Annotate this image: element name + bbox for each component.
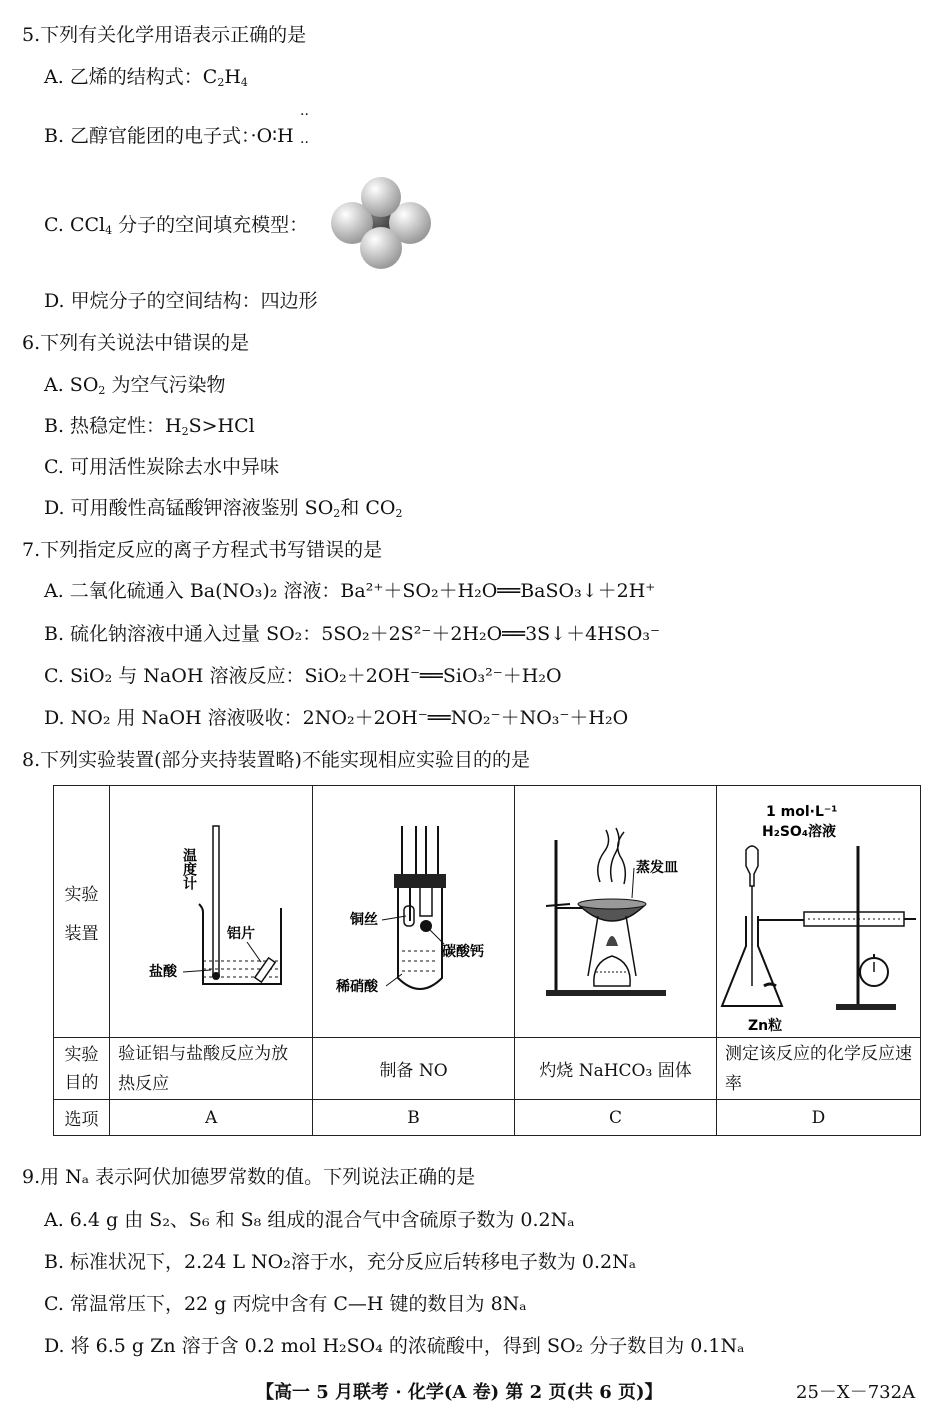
row-label-purpose: 实验 目的 [54,1038,110,1100]
q5-option-a: A. 乙烯的结构式：$C_2H_4$ [44,66,248,89]
label-concentration: 1 mol·L⁻¹ [765,804,837,820]
q7-option-d: D. NO₂ 用 NaOH 溶液吸收：2NO₂＋2OH⁻══NO₂⁻＋NO₃⁻＋H₂O [44,707,629,729]
q9-option-a: A. 6.4 g 由 S₂、S₆ 和 S₈ 组成的混合气中含硫原子数为 0.2Nₐ [44,1209,575,1231]
q7-option-b: B. 硫化钠溶液中通入过量 SO₂：5SO₂＋2S²⁻＋2H₂O══3S↓＋4HSO₃⁻ [44,623,660,645]
label-thermometer: 温度计 [181,848,198,890]
purpose-c: 灼烧 NaHCO₃ 固体 [515,1038,717,1100]
q5-stem: 5.下列有关化学用语表示正确的是 [22,24,307,46]
q8-stem: 8.下列实验装置(部分夹持装置略)不能实现相应实验目的的是 [22,749,530,771]
label-evaporating-dish: 蒸发皿 [635,860,678,876]
option-a: A [110,1100,313,1136]
purpose-a: 验证铝与盐酸反应为放热反应 [110,1038,313,1100]
apparatus-a [110,786,313,1038]
apparatus-b [313,786,515,1038]
q7-stem: 7.下列指定反应的离子方程式书写错误的是 [22,539,383,561]
q5-option-c: C. CCl$_4$ 分子的空间填充模型： [44,214,309,237]
q6-option-c: C. 可用活性炭除去水中异味 [44,456,279,478]
label-caco3: 碳酸钙 [441,944,484,960]
q9-option-c: C. 常温常压下，22 g 丙烷中含有 C—H 键的数目为 8Nₐ [44,1293,527,1315]
q6-option-b: B. 热稳定性：$H_2S>HCl$ [44,415,255,438]
q7-option-c: C. SiO₂ 与 NaOH 溶液反应：SiO₂＋2OH⁻══SiO₃²⁻＋H₂O [44,665,562,687]
label-aluminum: 铝片 [227,926,256,942]
q6-stem: 6.下列有关说法中错误的是 [22,332,250,354]
page-footer: 【高一 5 月联考 · 化学(A 卷) 第 2 页(共 6 页)】 [256,1382,663,1403]
purpose-d: 测定该反应的化学反应速率 [717,1038,921,1100]
row-label-option: 选项 [54,1100,110,1136]
q7-option-a: A. 二氧化硫通入 Ba(NO₃)₂ 溶液：Ba²⁺＋SO₂＋H₂O══BaSO₃↓＋2H⁺ [44,580,656,602]
exam-code: 25－X－732A [796,1382,916,1403]
q5-option-d: D. 甲烷分子的空间结构：四边形 [44,290,318,312]
apparatus-c [515,786,717,1038]
q6-option-d: D. 可用酸性高锰酸钾溶液鉴别 $SO_2$和 $CO_2$ [44,497,403,520]
q9-stem: 9.用 Nₐ 表示阿伏加德罗常数的值。下列说法正确的是 [22,1166,476,1188]
q5-option-b: B. 乙醇官能团的电子式：·O∶H ·· ·· [44,107,309,151]
q9-option-d: D. 将 6.5 g Zn 溶于含 0.2 mol H₂SO₄ 的浓硫酸中，得到 SO₂ 分子数目为 0.1Nₐ [44,1335,745,1357]
row-label-apparatus: 实验 装置 [54,786,110,1038]
label-hno3: 稀硝酸 [335,979,378,995]
experiment-table [53,785,921,1136]
option-c: C [515,1100,717,1136]
apparatus-d [717,786,921,1038]
option-d: D [717,1100,921,1136]
label-hcl: 盐酸 [149,964,178,980]
label-h2so4-solution: H₂SO₄溶液 [761,824,836,840]
label-copper: 铜丝 [349,912,378,928]
option-b: B [313,1100,515,1136]
ccl4-space-filling-model [330,176,432,270]
q6-option-a: A. $SO_2$ 为空气污染物 [44,374,226,397]
q9-option-b: B. 标准状况下，2.24 L NO₂溶于水，充分反应后转移电子数为 0.2Nₐ [44,1251,637,1273]
purpose-b: 制备 NO [313,1038,515,1100]
label-zn-granules: Zn粒 [747,1018,782,1032]
electron-formula: ·O∶H [250,125,294,147]
